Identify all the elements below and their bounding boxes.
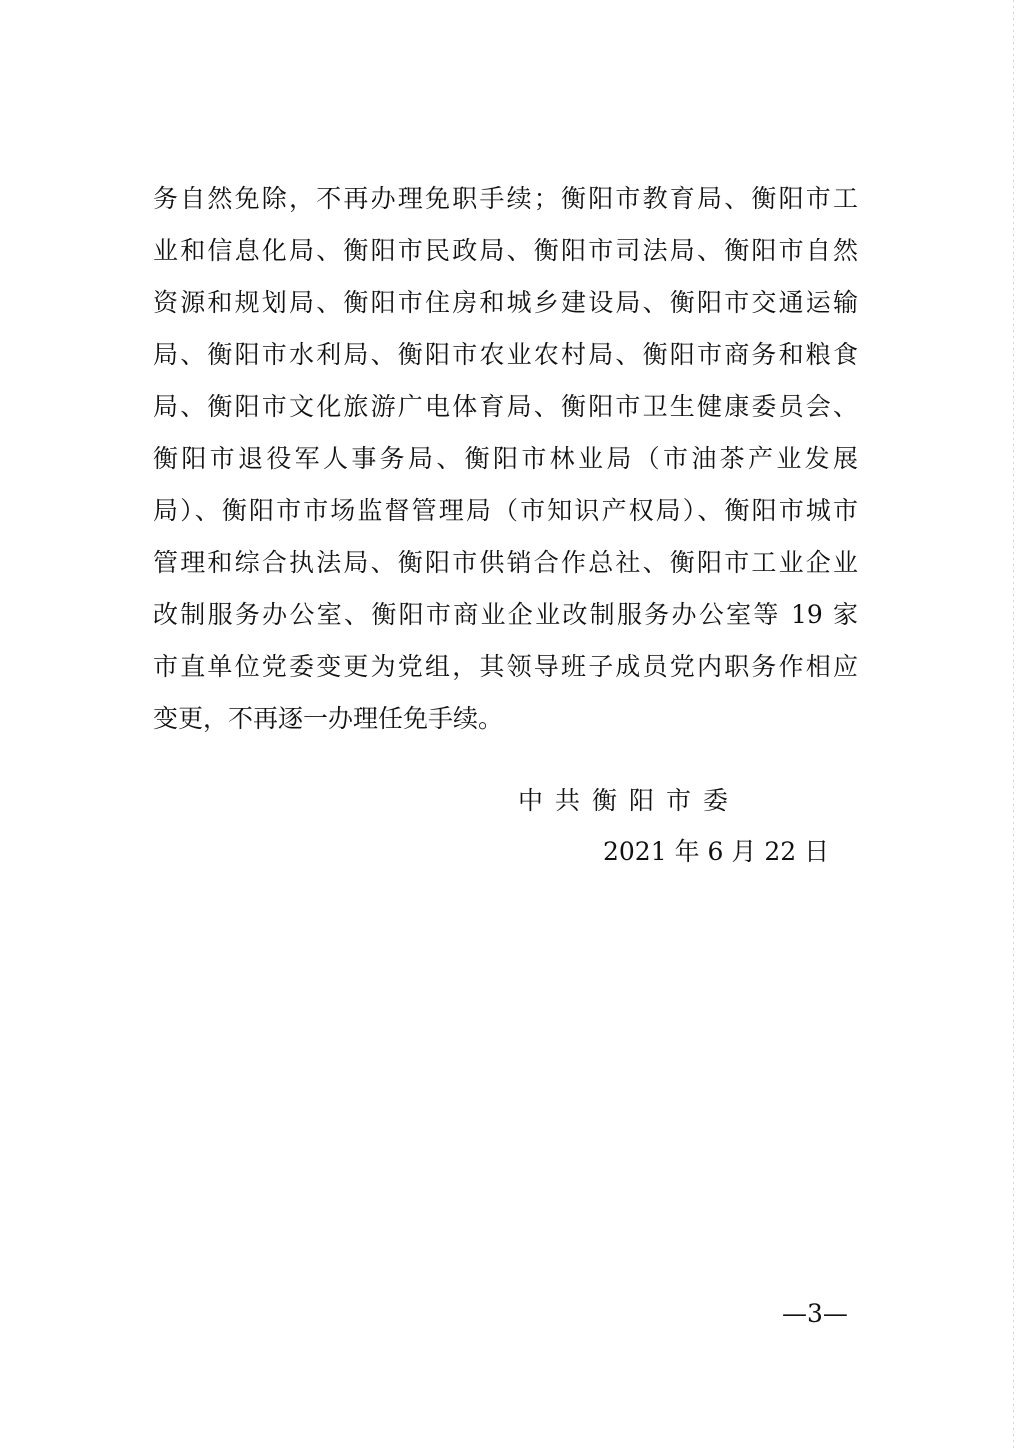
body-line-10: 市直单位党委变更为党组，其领导班子成员党内职务作相应 xyxy=(153,652,858,681)
body-line-4: 局、衡阳市水利局、衡阳市农业农村局、衡阳市商务和粮食 xyxy=(153,340,858,369)
body-line-8: 管理和综合执法局、衡阳市供销合作总社、衡阳市工业企业 xyxy=(153,548,858,577)
signature-date: 2021 年 6 月 22 日 xyxy=(603,837,830,866)
body-line-1: 务自然免除，不再办理免职手续；衡阳市教育局、衡阳市工 xyxy=(153,184,858,213)
body-line-9: 改制服务办公室、衡阳市商业企业改制服务办公室等 19 家 xyxy=(153,600,858,629)
body-line-5: 局、衡阳市文化旅游广电体育局、衡阳市卫生健康委员会、 xyxy=(153,392,858,421)
document-body xyxy=(153,173,858,745)
body-line-11: 变更，不再逐一办理任免手续。 xyxy=(153,704,504,733)
body-line-6: 衡阳市退役军人事务局、衡阳市林业局（市油茶产业发展 xyxy=(153,444,858,473)
body-line-7: 局）、衡阳市市场监督管理局（市知识产权局）、衡阳市城市 xyxy=(153,496,858,525)
page-number: —3— xyxy=(782,1299,848,1328)
body-line-2: 业和信息化局、衡阳市民政局、衡阳市司法局、衡阳市自然 xyxy=(153,236,858,265)
body-line-3: 资源和规划局、衡阳市住房和城乡建设局、衡阳市交通运输 xyxy=(153,288,858,317)
signature-organization: 中共衡阳市委 xyxy=(518,786,741,815)
page-edge-line xyxy=(1013,0,1014,1451)
